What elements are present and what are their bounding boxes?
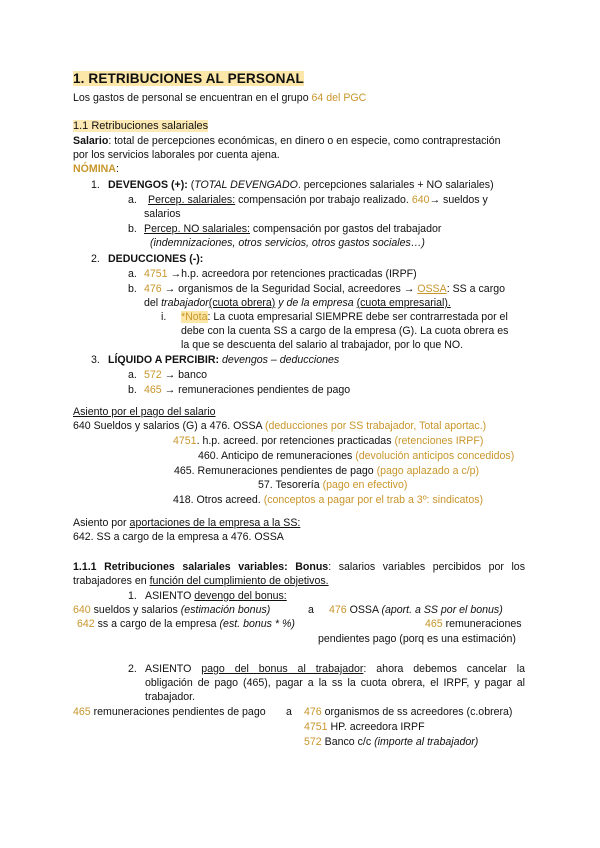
- deduccion-ss-cont: del trabajador(cuota obrera) y de la empresa (cuota empresarial).: [144, 297, 451, 309]
- asiento-line: 4751 HP. acreedora IRPF: [304, 721, 425, 733]
- devengos-line: DEVENGOS (+): (TOTAL DEVENGADO. percepciones salariales + NO salariales): [108, 179, 494, 191]
- liquido-remuneraciones-line: 465 → remuneraciones pendientes de pago: [144, 384, 351, 396]
- asiento-line: 465. Remuneraciones pendientes de pago (pago aplazado a c/p): [174, 465, 480, 477]
- asiento-line: 640 sueldos y salarios (estimación bonus): [73, 604, 271, 616]
- deduccion-ss-line: 476 → organismos de la Seguridad Social, acreedores → OSSA: SS a cargo: [144, 283, 505, 295]
- liquido-line: LÍQUIDO A PERCIBIR: devengos – deducciones: [108, 354, 340, 366]
- asiento-line: 476 organismos de ss acreedores (c.obrera): [304, 706, 513, 718]
- list-marker: 2.: [128, 663, 137, 675]
- liquido-banco-line: 572 → banco: [144, 369, 208, 381]
- asiento-line: pendientes pago (porq es una estimación): [318, 633, 516, 645]
- salario-definition: Salario: total de percepciones económicas, en dinero o en especie, como contraprestación: [73, 135, 501, 147]
- asiento-line: 418. Otros acreed. (conceptos a pagar por el trab a 3º: sindicatos): [173, 494, 484, 506]
- asiento-line: 640 Sueldos y salarios (G) a 476. OSSA (deducciones por SS trabajador, Total aportac.): [73, 420, 487, 432]
- percep-salariales-cont: salarios: [144, 208, 181, 220]
- subsection-title: 1.1 Retribuciones salariales: [73, 120, 209, 132]
- asiento-a: a: [308, 604, 314, 616]
- nota-line: *Nota: La cuota empresarial SIEMPRE debe ser contrarrestada por el: [181, 311, 508, 323]
- list-marker: b.: [128, 384, 137, 396]
- intro-line: Los gastos de personal se encuentran en el grupo 64 del PGC: [73, 92, 367, 104]
- list-marker: a.: [128, 194, 137, 206]
- list-marker: a.: [128, 369, 137, 381]
- devengos-number: 1.: [91, 179, 100, 191]
- deduccion-irpf-line: 4751 →h.p. acreedora por retenciones practicadas (IRPF): [144, 268, 417, 280]
- list-marker: 1.: [128, 590, 137, 602]
- percep-no-salariales-line: Percep. NO salariales: compensación por gastos del trabajador: [144, 223, 442, 235]
- asiento-line: 572 Banco c/c (importe al trabajador): [304, 736, 479, 748]
- deducciones-number: 2.: [91, 253, 100, 265]
- bonus-heading: 1.1.1 Retribuciones salariales variables: Bonus: salarios variables percibidos por los: [73, 561, 525, 573]
- liquido-number: 3.: [91, 354, 100, 366]
- asiento-pago-salario-title: Asiento por el pago del salario: [73, 406, 216, 418]
- asiento-devengo-bonus-title: ASIENTO devengo del bonus:: [145, 590, 287, 602]
- list-marker: a.: [128, 268, 137, 280]
- list-marker: b.: [128, 283, 137, 295]
- asiento-line: 4751. h.p. acreed. por retenciones practicadas (retenciones IRPF): [173, 435, 484, 447]
- asiento-pago-bonus-cont: trabajador.: [145, 691, 196, 703]
- asiento-line: 57. Tesorería (pago en efectivo): [258, 479, 408, 491]
- nota-line-2: debe con la cuenta SS a cargo de la empresa (G). La cuota obrera es: [181, 325, 509, 337]
- list-marker: i.: [161, 311, 167, 323]
- asiento-pago-bonus-title: ASIENTO pago del bonus al trabajador: ahora debemos cancelar la: [145, 663, 525, 675]
- bonus-heading-cont: trabajadores en función del cumplimiento de objetivos.: [73, 575, 329, 587]
- section-title: 1. RETRIBUCIONES AL PERSONAL: [73, 71, 304, 86]
- asiento-a: a: [286, 706, 292, 718]
- nota-line-3: la que se descuenta del salario al trabajador, por lo que NO.: [181, 339, 464, 351]
- deducciones-line: DEDUCCIONES (-):: [108, 253, 204, 265]
- percep-no-salariales-examples: (indemnizaciones, otros servicios, otros gastos sociales…): [150, 237, 425, 249]
- asiento-line: 465 remuneraciones: [425, 618, 522, 630]
- percep-salariales-line: Percep. salariales: compensación por trabajo realizado. 640→ sueldos y: [148, 194, 488, 206]
- asiento-line: 476 OSSA (aport. a SS por el bonus): [329, 604, 503, 616]
- asiento-line: 465 remuneraciones pendientes de pago: [73, 706, 266, 718]
- asiento-pago-bonus-cont: obligación de pago (465), pagar a la ss la cuota obrera, el IRPF, y pagar al: [145, 677, 525, 689]
- asiento-line: 642 ss a cargo de la empresa (est. bonus * %): [77, 618, 295, 630]
- asiento-aportaciones-title: Asiento por aportaciones de la empresa a la SS:: [73, 517, 301, 529]
- asiento-line: 642. SS a cargo de la empresa a 476. OSSA: [73, 531, 284, 543]
- nomina-label: NÓMINA:: [73, 163, 119, 175]
- asiento-line: 460. Anticipo de remuneraciones (devolución anticipos concedidos): [198, 450, 515, 462]
- list-marker: b.: [128, 223, 137, 235]
- salario-definition-cont: por los servicios laborales por cuenta ajena.: [73, 149, 280, 161]
